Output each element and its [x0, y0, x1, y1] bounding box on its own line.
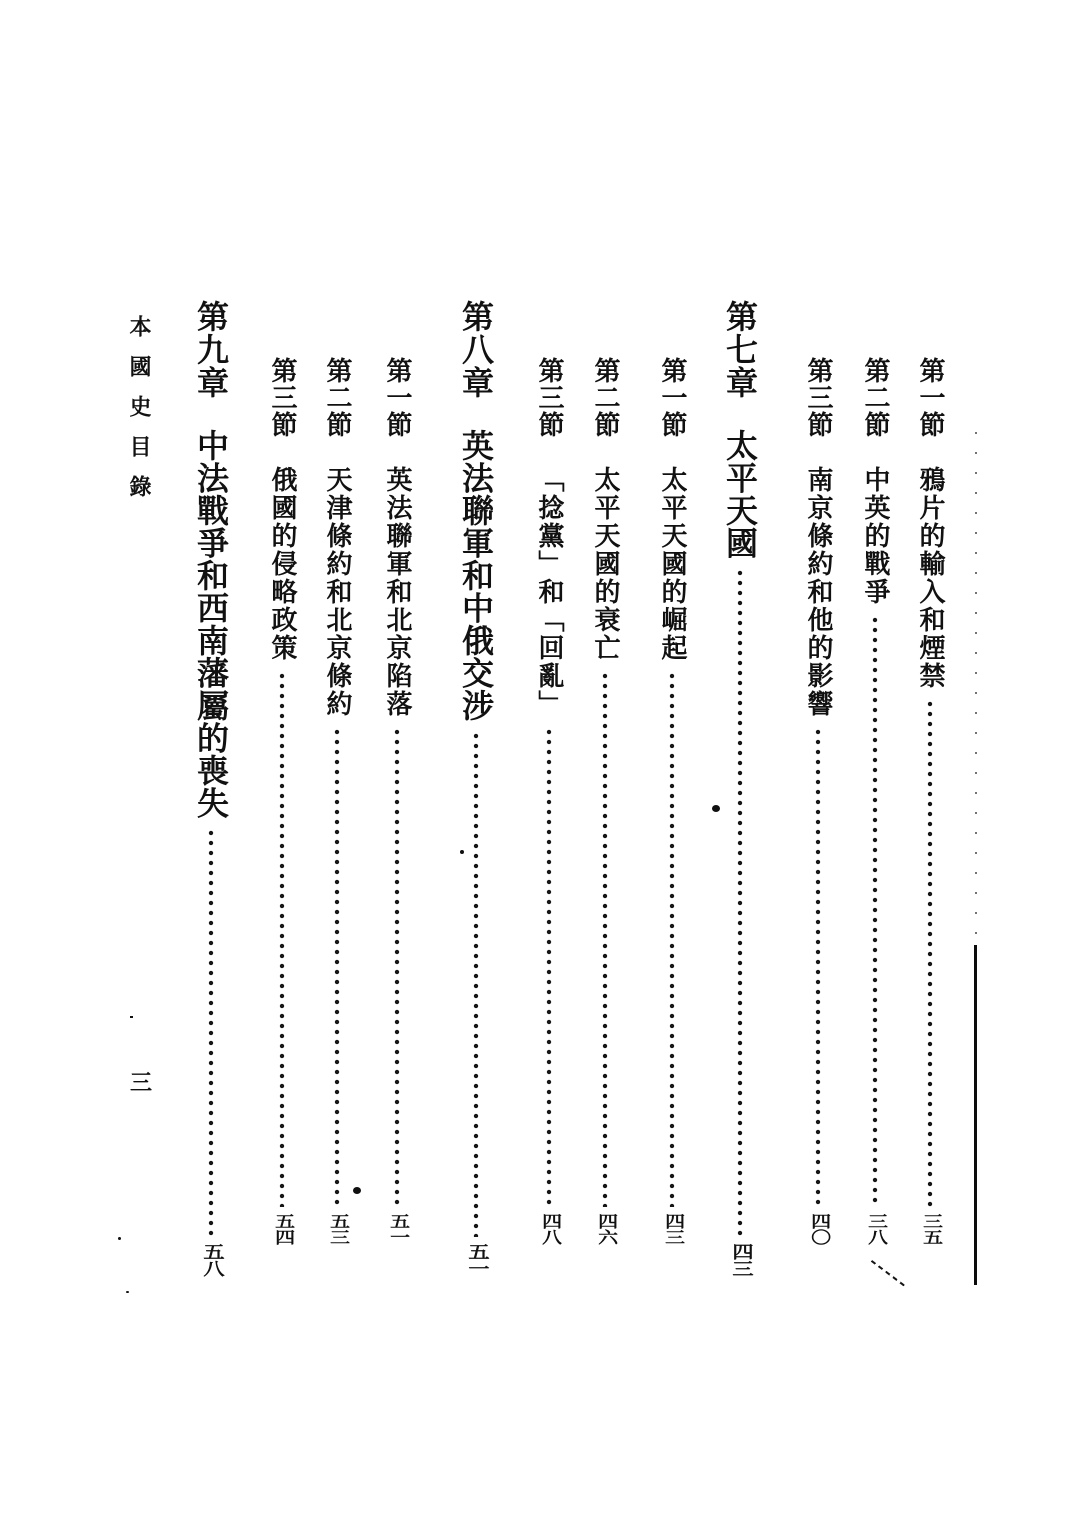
page-number: 五一 [387, 1213, 409, 1245]
dotted-leader [862, 616, 888, 1207]
toc-entry-4-chapter-7 [724, 300, 756, 1277]
dotted-leader [384, 728, 410, 1207]
entry-label: 第一節 [916, 357, 945, 438]
entry-label: 第二節 [323, 357, 352, 438]
toc-entry-10 [324, 357, 350, 1245]
entry-label: 第九章 [193, 300, 229, 399]
toc-entry-3 [805, 357, 831, 1245]
dotted-leader [324, 728, 350, 1207]
dotted-leader [659, 672, 685, 1207]
page-number: 五三 [327, 1213, 349, 1245]
entry-title: 鴉片的輸入和煙禁 [916, 466, 945, 690]
entry-title: 英法聯軍和中俄交涉 [458, 429, 494, 722]
dotted-leader [195, 829, 227, 1237]
toc-entry-12-chapter-9 [195, 300, 227, 1277]
entry-title: 太平天國的崛起 [658, 466, 687, 662]
page-number: 四〇 [808, 1213, 830, 1245]
toc-entry-7 [536, 357, 562, 1245]
dotted-leader [269, 672, 295, 1207]
page-number: 五八 [199, 1243, 223, 1277]
entry-label: 第八章 [458, 300, 494, 399]
page-number: 五四 [272, 1213, 294, 1245]
folio-page-number: 三 [130, 1070, 153, 1095]
scan-speck [353, 1187, 361, 1194]
entry-title: 太平天國 [722, 429, 758, 559]
binding-edge-rule-faint [975, 432, 977, 945]
toc-entry-9 [384, 357, 410, 1245]
binding-edge-rule [974, 945, 977, 1285]
scan-speck [712, 805, 720, 812]
dotted-leader [460, 732, 492, 1238]
scan-speck [126, 1291, 129, 1293]
scan-speck [130, 1016, 133, 1018]
scan-speck [118, 1237, 121, 1240]
toc-entry-5 [659, 357, 685, 1245]
page-number: 三五 [920, 1213, 942, 1245]
entry-label: 第三節 [268, 357, 297, 438]
entry-title: 中英的戰爭 [861, 466, 890, 606]
page-number: 四三 [662, 1213, 684, 1245]
scan-speck [460, 850, 464, 854]
dotted-leader [536, 728, 562, 1207]
toc-entry-6 [592, 357, 618, 1245]
entry-label: 第一節 [383, 357, 412, 438]
page-number: 三八 [865, 1213, 887, 1245]
dotted-leader [805, 728, 831, 1207]
toc-entry-11 [269, 357, 295, 1245]
entry-label: 第三節 [535, 357, 564, 438]
page-number: 五一 [464, 1243, 488, 1277]
entry-label: 第三節 [804, 357, 833, 438]
entry-title: 英法聯軍和北京陷落 [383, 466, 412, 718]
entry-title: 俄國的侵略政策 [268, 466, 297, 662]
page-number: 四三 [728, 1243, 752, 1277]
toc-entry-2 [862, 357, 888, 1245]
entry-title: 中法戰爭和西南藩屬的喪失 [193, 429, 229, 819]
entry-label: 第二節 [591, 357, 620, 438]
toc-entry-1 [917, 357, 943, 1245]
page-number: 四八 [539, 1213, 561, 1245]
toc-entry-8-chapter-8 [460, 300, 492, 1277]
entry-title: 天津條約和北京條約 [323, 466, 352, 718]
entry-label: 第一節 [658, 357, 687, 438]
running-title: 本國史目錄 [127, 315, 152, 515]
dotted-leader [917, 700, 943, 1207]
page-number: 四六 [595, 1213, 617, 1245]
entry-label: 第二節 [861, 357, 890, 438]
dotted-leader [592, 672, 618, 1207]
entry-title: 太平天國的衰亡 [591, 466, 620, 662]
entry-title: 「捻黨」和「回亂」 [535, 466, 564, 718]
scan-scratch [871, 1260, 907, 1288]
entry-label: 第七章 [722, 300, 758, 399]
dotted-leader [724, 569, 756, 1237]
entry-title: 南京條約和他的影響 [804, 466, 833, 718]
